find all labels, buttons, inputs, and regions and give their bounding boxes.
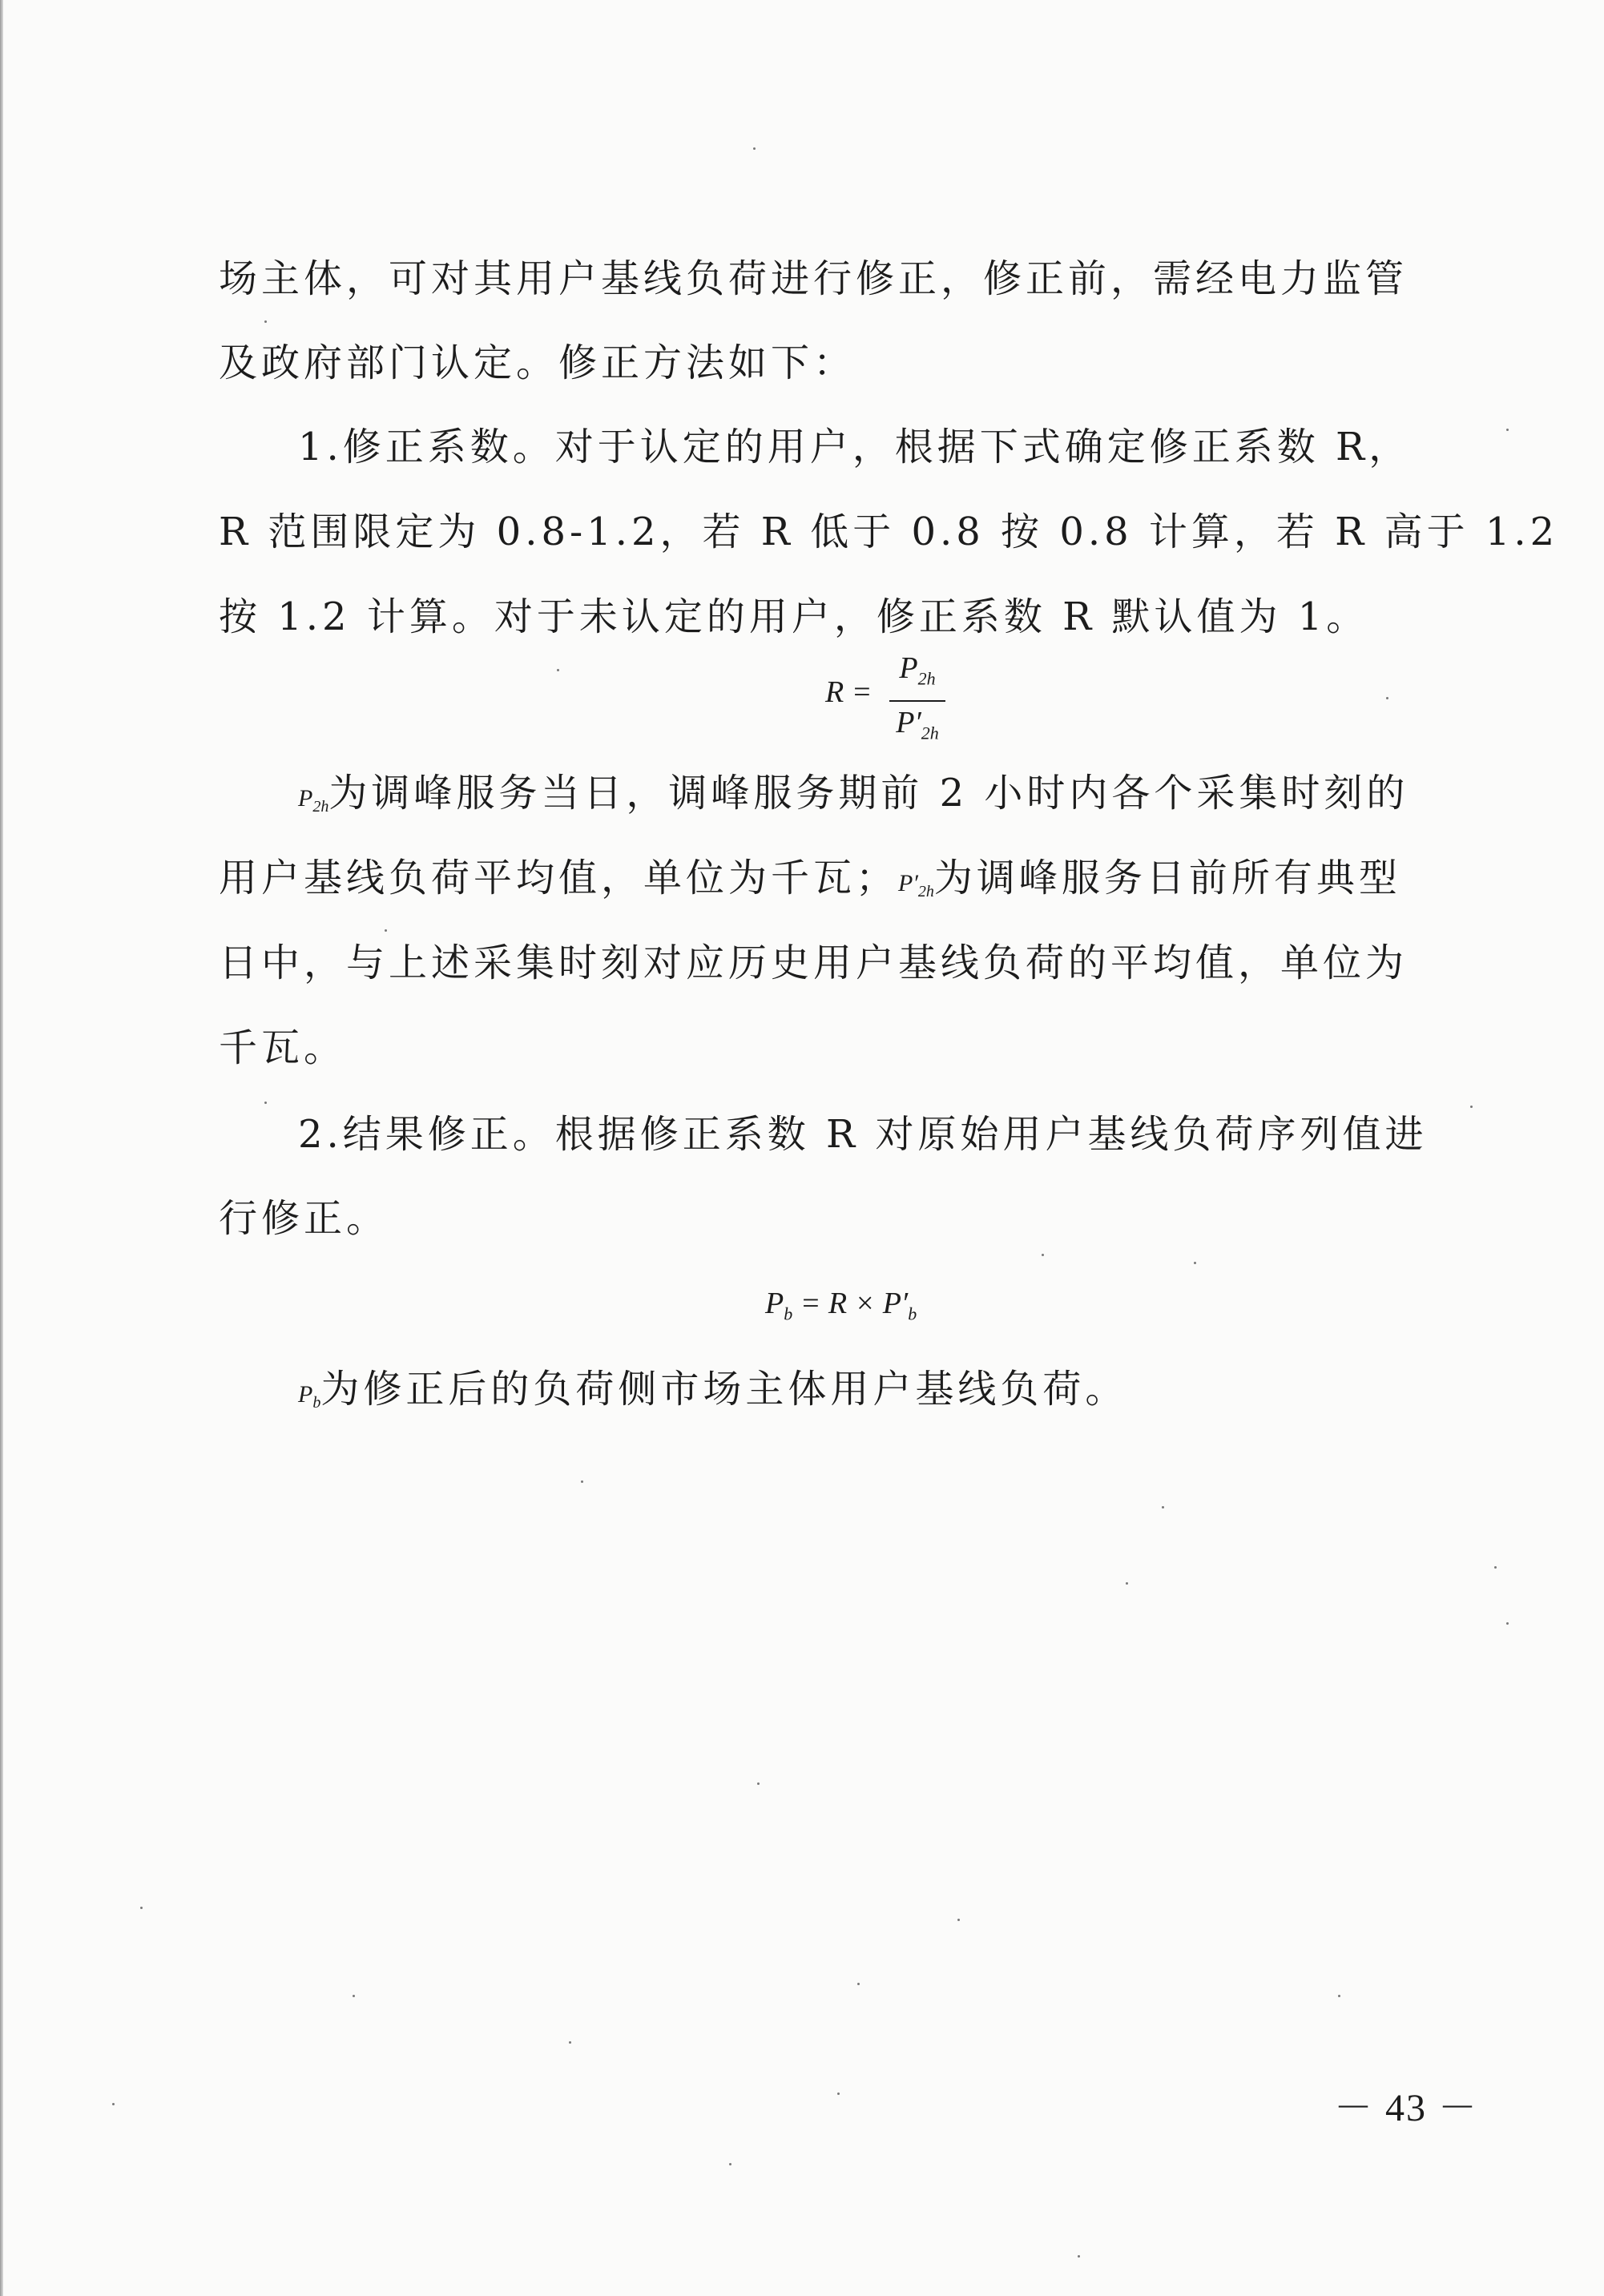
scan-speck xyxy=(1386,697,1388,699)
scan-speck xyxy=(857,1983,860,1985)
scan-speck xyxy=(1506,429,1509,431)
scan-speck xyxy=(1162,1506,1164,1509)
paragraph-line-12: $P_b$为修正后的负荷侧市场主体用户基线负荷。 xyxy=(298,1367,1128,1412)
scan-speck xyxy=(264,1102,267,1104)
scan-speck xyxy=(757,1782,760,1785)
scan-speck xyxy=(1338,1995,1340,1997)
formula-denominator: $P'_{2h}$ xyxy=(896,705,939,743)
fraction-bar xyxy=(889,700,945,702)
paragraph-line-10: 2.结果修正。根据修正系数 R 对原始用户基线负荷序列值进 xyxy=(298,1112,1428,1157)
scan-speck xyxy=(140,1907,143,1909)
symbol-p2h: $P_{2h}$ xyxy=(298,785,329,816)
formula-lhs: R = xyxy=(825,675,873,709)
paragraph-line-8: 日中，与上述采集时刻对应历史用户基线负荷的平均值，单位为 xyxy=(219,941,1409,985)
scan-speck xyxy=(837,2093,840,2095)
scan-speck xyxy=(729,2163,731,2165)
scan-speck xyxy=(264,320,267,323)
scan-speck xyxy=(569,2041,571,2044)
paragraph-line-4: R 范围限定为 0.8-1.2，若 R 低于 0.8 按 0.8 计算，若 R 高于 1.2 xyxy=(219,510,1559,554)
scan-speck xyxy=(753,147,756,150)
scan-speck xyxy=(112,2103,115,2105)
scan-speck xyxy=(1470,1106,1473,1108)
scan-speck xyxy=(1494,1566,1497,1569)
scan-speck xyxy=(1194,1262,1196,1264)
symbol-p2h-prime: $P'_{2h}$ xyxy=(898,870,934,900)
paragraph-line-9: 千瓦。 xyxy=(219,1025,347,1070)
scan-speck xyxy=(385,929,387,932)
formula-correction-coefficient xyxy=(825,651,985,743)
symbol-pb: $P_b$ xyxy=(298,1381,321,1412)
formula-result-correction: $P_b = R \times P'_b$ xyxy=(765,1287,917,1324)
paragraph-line-1: 场主体，可对其用户基线负荷进行修正，修正前，需经电力监管 xyxy=(219,256,1409,301)
page-number: － 43 － xyxy=(1334,2087,1479,2129)
paragraph-line-3: 1.修正系数。对于认定的用户，根据下式确定修正系数 R， xyxy=(298,425,1412,469)
scan-speck xyxy=(1506,1622,1509,1625)
formula-numerator: $P_{2h}$ xyxy=(899,651,936,689)
scan-speck xyxy=(353,1995,355,1997)
scan-speck xyxy=(957,1919,960,1921)
formula-fraction xyxy=(889,651,945,751)
scan-speck xyxy=(1126,1582,1128,1585)
scan-speck xyxy=(557,669,559,671)
paragraph-line-7: 用户基线负荷平均值，单位为千瓦；$P'_{2h}$为调峰服务日前所有典型 xyxy=(219,856,1401,900)
scan-speck xyxy=(581,1480,583,1483)
paragraph-line-5: 按 1.2 计算。对于未认定的用户，修正系数 R 默认值为 1。 xyxy=(219,594,1369,639)
paragraph-line-2: 及政府部门认定。修正方法如下： xyxy=(219,340,856,385)
paragraph-line-11: 行修正。 xyxy=(219,1196,389,1241)
scan-speck xyxy=(1042,1254,1044,1256)
scan-speck xyxy=(1078,2255,1080,2258)
paragraph-line-6: $P_{2h}$为调峰服务当日，调峰服务期前 2 小时内各个采集时刻的 xyxy=(298,771,1409,816)
